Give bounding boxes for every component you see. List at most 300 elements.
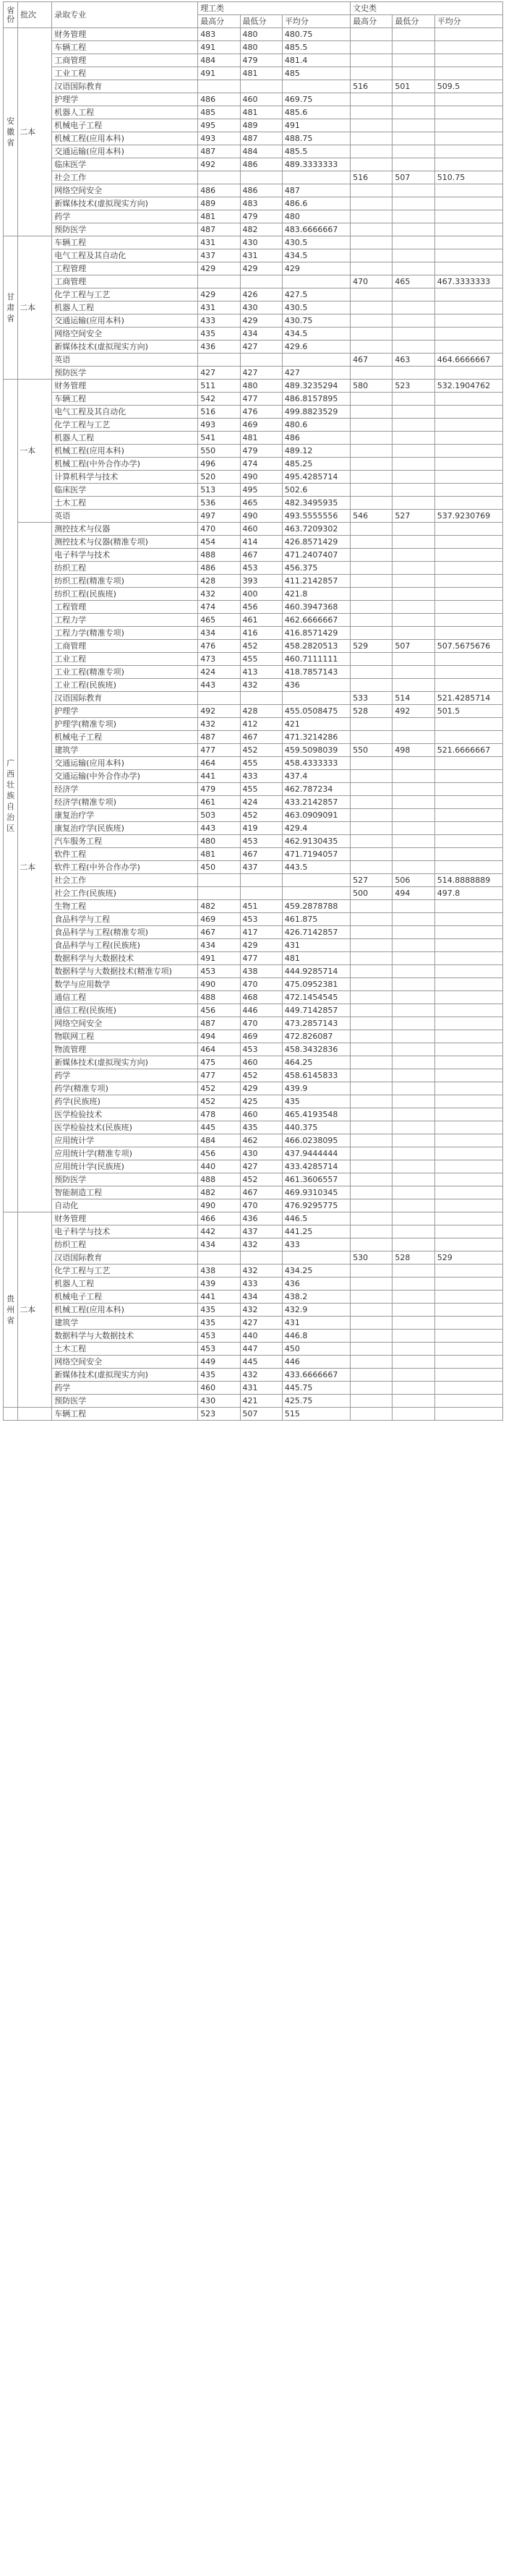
science-max-cell: 492 [198, 705, 240, 718]
science-max-cell: 483 [198, 28, 240, 41]
major-cell: 新媒体技术(虚拟现实方向) [52, 341, 198, 354]
table-row [4, 497, 503, 510]
arts-min-cell [393, 1082, 434, 1095]
major-cell: 财务管理 [52, 380, 198, 393]
arts-min-cell [393, 575, 434, 588]
science-min-cell: 460 [240, 1108, 282, 1121]
arts-avg-cell [434, 783, 502, 796]
science-avg-cell: 488.75 [282, 132, 350, 145]
arts-max-cell [351, 262, 393, 275]
header-province: 省份 [4, 2, 18, 28]
science-avg-cell: 418.7857143 [282, 666, 350, 679]
arts-max-cell [351, 588, 393, 601]
science-min-cell: 487 [240, 132, 282, 145]
science-min-cell: 427 [240, 1160, 282, 1173]
arts-min-cell [393, 1304, 434, 1317]
science-max-cell: 487 [198, 145, 240, 158]
science-min-cell: 414 [240, 536, 282, 549]
table-row [4, 718, 503, 731]
arts-min-cell: 465 [393, 275, 434, 288]
major-cell: 汉语国际教育 [52, 692, 198, 705]
science-min-cell: 424 [240, 796, 282, 809]
science-avg-cell: 481 [282, 952, 350, 965]
arts-min-cell [393, 1356, 434, 1369]
major-cell: 工商管理 [52, 275, 198, 288]
major-cell: 食品科学与工程(民族班) [52, 939, 198, 952]
major-cell: 新媒体技术(虚拟现实方向) [52, 1369, 198, 1382]
table-row [4, 249, 503, 262]
major-cell: 物流管理 [52, 1043, 198, 1056]
science-max-cell: 477 [198, 1069, 240, 1082]
arts-min-cell [393, 1108, 434, 1121]
arts-max-cell [351, 666, 393, 679]
science-avg-cell: 433 [282, 1238, 350, 1251]
table-row [4, 874, 503, 887]
arts-max-cell [351, 1304, 393, 1317]
arts-max-cell: 470 [351, 275, 393, 288]
arts-avg-cell [434, 588, 502, 601]
arts-min-cell: 492 [393, 705, 434, 718]
arts-max-cell [351, 1017, 393, 1030]
arts-max-cell: 500 [351, 887, 393, 900]
arts-max-cell [351, 288, 393, 301]
science-avg-cell: 438.2 [282, 1291, 350, 1304]
science-avg-cell: 489.3235294 [282, 380, 350, 393]
arts-avg-cell [434, 145, 502, 158]
table-row [4, 679, 503, 692]
table-row [4, 93, 503, 106]
science-avg-cell: 440.375 [282, 1121, 350, 1134]
batch-cell: 二本 [18, 236, 52, 380]
science-max-cell: 489 [198, 197, 240, 210]
science-avg-cell: 480 [282, 210, 350, 223]
arts-avg-cell: 532.1904762 [434, 380, 502, 393]
arts-max-cell [351, 575, 393, 588]
major-cell: 测控技术与仪器(精准专项) [52, 536, 198, 549]
major-cell: 纺织工程(民族班) [52, 588, 198, 601]
arts-avg-cell [434, 132, 502, 145]
arts-max-cell [351, 757, 393, 770]
major-cell: 康复治疗学(民族班) [52, 822, 198, 835]
arts-avg-cell [434, 653, 502, 666]
science-avg-cell: 433.4285714 [282, 1160, 350, 1173]
table-row [4, 575, 503, 588]
table-row [4, 458, 503, 471]
table-row [4, 1108, 503, 1121]
major-cell: 纺织工程 [52, 1238, 198, 1251]
table-row [4, 1069, 503, 1082]
major-cell: 汉语国际教育 [52, 1251, 198, 1265]
table-row [4, 354, 503, 367]
science-min-cell [240, 887, 282, 900]
science-avg-cell: 461.875 [282, 913, 350, 926]
science-max-cell: 427 [198, 367, 240, 380]
arts-avg-cell [434, 1225, 502, 1238]
science-max-cell: 488 [198, 549, 240, 562]
table-row [4, 275, 503, 288]
major-cell: 机械工程(应用本科) [52, 132, 198, 145]
header-science-max: 最高分 [198, 15, 240, 28]
arts-max-cell [351, 1238, 393, 1251]
arts-max-cell: 528 [351, 705, 393, 718]
science-min-cell: 460 [240, 523, 282, 536]
table-row [4, 1317, 503, 1330]
science-avg-cell: 459.2878788 [282, 900, 350, 913]
major-cell: 护理学 [52, 705, 198, 718]
arts-max-cell [351, 1212, 393, 1225]
science-max-cell: 460 [198, 1382, 240, 1395]
science-min-cell: 490 [240, 510, 282, 523]
arts-min-cell [393, 1317, 434, 1330]
major-cell: 电气工程及其自动化 [52, 249, 198, 262]
science-min-cell [240, 80, 282, 93]
arts-avg-cell [434, 601, 502, 614]
major-cell: 工程管理 [52, 601, 198, 614]
science-min-cell: 393 [240, 575, 282, 588]
arts-min-cell: 494 [393, 887, 434, 900]
arts-min-cell [393, 119, 434, 132]
science-min-cell: 489 [240, 119, 282, 132]
table-row [4, 1278, 503, 1291]
arts-avg-cell [434, 1265, 502, 1278]
arts-min-cell [393, 809, 434, 822]
arts-min-cell [393, 445, 434, 458]
science-max-cell: 484 [198, 1134, 240, 1147]
arts-min-cell [393, 796, 434, 809]
science-avg-cell: 476.9295775 [282, 1199, 350, 1212]
major-cell: 土木工程 [52, 497, 198, 510]
major-cell: 机器人工程 [52, 432, 198, 445]
arts-min-cell [393, 262, 434, 275]
science-min-cell: 452 [240, 1173, 282, 1186]
science-min-cell [240, 354, 282, 367]
arts-avg-cell [434, 210, 502, 223]
major-cell: 车辆工程 [52, 393, 198, 406]
arts-min-cell [393, 601, 434, 614]
major-cell: 机械工程(应用本科) [52, 445, 198, 458]
table-row [4, 28, 503, 41]
science-avg-cell: 502.6 [282, 484, 350, 497]
science-min-cell: 455 [240, 783, 282, 796]
arts-max-cell [351, 119, 393, 132]
science-avg-cell: 460.7111111 [282, 653, 350, 666]
arts-avg-cell [434, 1186, 502, 1199]
arts-min-cell [393, 223, 434, 236]
science-max-cell: 464 [198, 1043, 240, 1056]
science-avg-cell: 446.5 [282, 1212, 350, 1225]
major-cell: 临床医学 [52, 484, 198, 497]
arts-avg-cell: 514.8888889 [434, 874, 502, 887]
science-min-cell: 490 [240, 471, 282, 484]
table-row [4, 262, 503, 275]
science-max-cell: 490 [198, 978, 240, 991]
science-min-cell [240, 171, 282, 184]
science-max-cell: 440 [198, 1160, 240, 1173]
arts-max-cell: 527 [351, 874, 393, 887]
science-min-cell: 430 [240, 236, 282, 249]
arts-max-cell [351, 822, 393, 835]
arts-avg-cell [434, 1199, 502, 1212]
science-avg-cell: 471.2407407 [282, 549, 350, 562]
arts-max-cell [351, 184, 393, 197]
arts-max-cell [351, 445, 393, 458]
arts-max-cell [351, 1043, 393, 1056]
arts-min-cell [393, 314, 434, 328]
major-cell: 交通运输(中外合作办学) [52, 770, 198, 783]
science-max-cell: 477 [198, 744, 240, 757]
science-avg-cell: 425.75 [282, 1395, 350, 1408]
table-row [4, 796, 503, 809]
arts-max-cell [351, 1265, 393, 1278]
arts-avg-cell [434, 1147, 502, 1160]
science-avg-cell: 482.3495935 [282, 497, 350, 510]
arts-min-cell [393, 614, 434, 627]
table-row [4, 523, 503, 536]
table-row [4, 1004, 503, 1017]
arts-avg-cell [434, 991, 502, 1004]
science-min-cell: 430 [240, 1147, 282, 1160]
science-min-cell [240, 275, 282, 288]
science-max-cell: 445 [198, 1121, 240, 1134]
science-max-cell: 491 [198, 41, 240, 54]
arts-avg-cell [434, 184, 502, 197]
arts-max-cell [351, 614, 393, 627]
science-avg-cell: 426.7142857 [282, 926, 350, 939]
science-min-cell: 483 [240, 197, 282, 210]
science-max-cell: 453 [198, 1330, 240, 1343]
science-max-cell: 441 [198, 1291, 240, 1304]
major-cell: 食品科学与工程(精准专项) [52, 926, 198, 939]
major-cell: 预防医学 [52, 1395, 198, 1408]
arts-max-cell [351, 1382, 393, 1395]
science-min-cell: 481 [240, 432, 282, 445]
arts-avg-cell [434, 458, 502, 471]
science-max-cell: 491 [198, 67, 240, 80]
science-max-cell: 486 [198, 93, 240, 106]
header-arts-max: 最高分 [351, 15, 393, 28]
arts-max-cell [351, 1408, 393, 1421]
arts-avg-cell [434, 1043, 502, 1056]
arts-min-cell [393, 249, 434, 262]
header-science-min: 最低分 [240, 15, 282, 28]
table-row [4, 536, 503, 549]
science-min-cell: 469 [240, 1030, 282, 1043]
arts-max-cell [351, 783, 393, 796]
science-avg-cell: 487 [282, 184, 350, 197]
table-row [4, 887, 503, 900]
arts-max-cell [351, 1121, 393, 1134]
batch-cell: 二本 [18, 1212, 52, 1408]
arts-max-cell [351, 1004, 393, 1017]
science-min-cell [240, 874, 282, 887]
arts-max-cell [351, 1069, 393, 1082]
table-row [4, 1030, 503, 1043]
major-cell: 医学检验技术(民族班) [52, 1121, 198, 1134]
arts-avg-cell [434, 1356, 502, 1369]
science-max-cell: 497 [198, 510, 240, 523]
arts-avg-cell [434, 158, 502, 171]
science-min-cell: 437 [240, 1225, 282, 1238]
arts-min-cell [393, 1173, 434, 1186]
science-min-cell: 432 [240, 1304, 282, 1317]
table-row [4, 861, 503, 874]
science-min-cell: 437 [240, 861, 282, 874]
science-min-cell: 479 [240, 445, 282, 458]
arts-avg-cell [434, 731, 502, 744]
table-row [4, 432, 503, 445]
arts-max-cell [351, 484, 393, 497]
arts-avg-cell: 509.5 [434, 80, 502, 93]
science-avg-cell: 431 [282, 939, 350, 952]
major-cell: 英语 [52, 354, 198, 367]
header-science-avg: 平均分 [282, 15, 350, 28]
arts-min-cell: 507 [393, 640, 434, 653]
province-cell [4, 380, 18, 1212]
major-cell: 生物工程 [52, 900, 198, 913]
arts-avg-cell [434, 1291, 502, 1304]
arts-avg-cell [434, 236, 502, 249]
major-cell: 化学工程与工艺 [52, 1265, 198, 1278]
arts-avg-cell [434, 1212, 502, 1225]
arts-min-cell [393, 718, 434, 731]
science-avg-cell: 434.5 [282, 249, 350, 262]
arts-avg-cell [434, 1173, 502, 1186]
arts-avg-cell [434, 367, 502, 380]
science-min-cell: 460 [240, 1056, 282, 1069]
major-cell: 物联网工程 [52, 1030, 198, 1043]
major-cell: 机械工程(应用本科) [52, 1304, 198, 1317]
major-cell: 临床医学 [52, 158, 198, 171]
science-max-cell: 452 [198, 1095, 240, 1108]
science-max-cell: 432 [198, 588, 240, 601]
arts-max-cell [351, 601, 393, 614]
arts-max-cell [351, 1082, 393, 1095]
major-cell: 财务管理 [52, 28, 198, 41]
science-max-cell: 450 [198, 861, 240, 874]
arts-avg-cell [434, 1030, 502, 1043]
arts-max-cell [351, 523, 393, 536]
table-row [4, 965, 503, 978]
arts-min-cell [393, 328, 434, 341]
arts-min-cell [393, 952, 434, 965]
science-avg-cell [282, 171, 350, 184]
table-row [4, 1160, 503, 1173]
arts-max-cell [351, 367, 393, 380]
arts-avg-cell [434, 952, 502, 965]
major-cell: 经济学(精准专项) [52, 796, 198, 809]
science-min-cell: 467 [240, 731, 282, 744]
arts-avg-cell [434, 1004, 502, 1017]
major-cell: 工业工程(精准专项) [52, 666, 198, 679]
science-min-cell: 452 [240, 640, 282, 653]
science-min-cell: 474 [240, 458, 282, 471]
science-max-cell: 452 [198, 1082, 240, 1095]
table-row [4, 783, 503, 796]
science-min-cell: 470 [240, 1199, 282, 1212]
arts-max-cell: 533 [351, 692, 393, 705]
arts-avg-cell [434, 262, 502, 275]
table-row [4, 731, 503, 744]
science-min-cell: 452 [240, 809, 282, 822]
major-cell: 工程力学(精准专项) [52, 627, 198, 640]
science-max-cell: 496 [198, 458, 240, 471]
arts-min-cell [393, 1212, 434, 1225]
arts-min-cell [393, 666, 434, 679]
major-cell: 机械电子工程 [52, 731, 198, 744]
arts-max-cell [351, 1160, 393, 1173]
science-min-cell: 467 [240, 1186, 282, 1199]
science-avg-cell: 462.6666667 [282, 614, 350, 627]
arts-min-cell [393, 835, 434, 848]
table-row [4, 158, 503, 171]
arts-avg-cell [434, 28, 502, 41]
science-max-cell [198, 692, 240, 705]
table-row [4, 119, 503, 132]
arts-min-cell [393, 965, 434, 978]
science-max-cell: 443 [198, 679, 240, 692]
arts-avg-cell [434, 1095, 502, 1108]
science-min-cell: 481 [240, 67, 282, 80]
science-max-cell: 428 [198, 575, 240, 588]
table-row [4, 445, 503, 458]
science-min-cell: 462 [240, 1134, 282, 1147]
science-max-cell: 432 [198, 718, 240, 731]
science-avg-cell: 411.2142857 [282, 575, 350, 588]
province-label: 贵州省 [7, 1294, 15, 1325]
arts-avg-cell [434, 1304, 502, 1317]
arts-avg-cell [434, 93, 502, 106]
science-avg-cell: 436 [282, 1278, 350, 1291]
arts-avg-cell [434, 119, 502, 132]
science-min-cell: 481 [240, 106, 282, 119]
arts-min-cell [393, 1147, 434, 1160]
science-avg-cell: 473.2857143 [282, 1017, 350, 1030]
arts-avg-cell [434, 484, 502, 497]
arts-avg-cell [434, 301, 502, 314]
science-avg-cell: 458.6145833 [282, 1069, 350, 1082]
arts-max-cell [351, 1343, 393, 1356]
major-cell: 预防医学 [52, 223, 198, 236]
table-row [4, 1251, 503, 1265]
table-row [4, 510, 503, 523]
table-row [4, 705, 503, 718]
science-min-cell: 453 [240, 835, 282, 848]
major-cell: 财务管理 [52, 1212, 198, 1225]
arts-min-cell [393, 1382, 434, 1395]
science-avg-cell: 460.3947368 [282, 601, 350, 614]
arts-min-cell: 507 [393, 171, 434, 184]
science-min-cell: 455 [240, 653, 282, 666]
table-row [4, 562, 503, 575]
arts-min-cell [393, 848, 434, 861]
arts-max-cell: 467 [351, 354, 393, 367]
science-avg-cell: 486 [282, 432, 350, 445]
table-row [4, 471, 503, 484]
science-min-cell: 433 [240, 1278, 282, 1291]
science-min-cell: 479 [240, 54, 282, 67]
arts-min-cell [393, 1186, 434, 1199]
arts-avg-cell [434, 1160, 502, 1173]
arts-max-cell [351, 106, 393, 119]
arts-min-cell [393, 106, 434, 119]
table-row [4, 67, 503, 80]
province-label: 甘肃省 [7, 292, 15, 323]
arts-max-cell: 580 [351, 380, 393, 393]
science-min-cell: 480 [240, 28, 282, 41]
arts-avg-cell [434, 106, 502, 119]
science-max-cell: 494 [198, 1030, 240, 1043]
arts-max-cell [351, 406, 393, 419]
